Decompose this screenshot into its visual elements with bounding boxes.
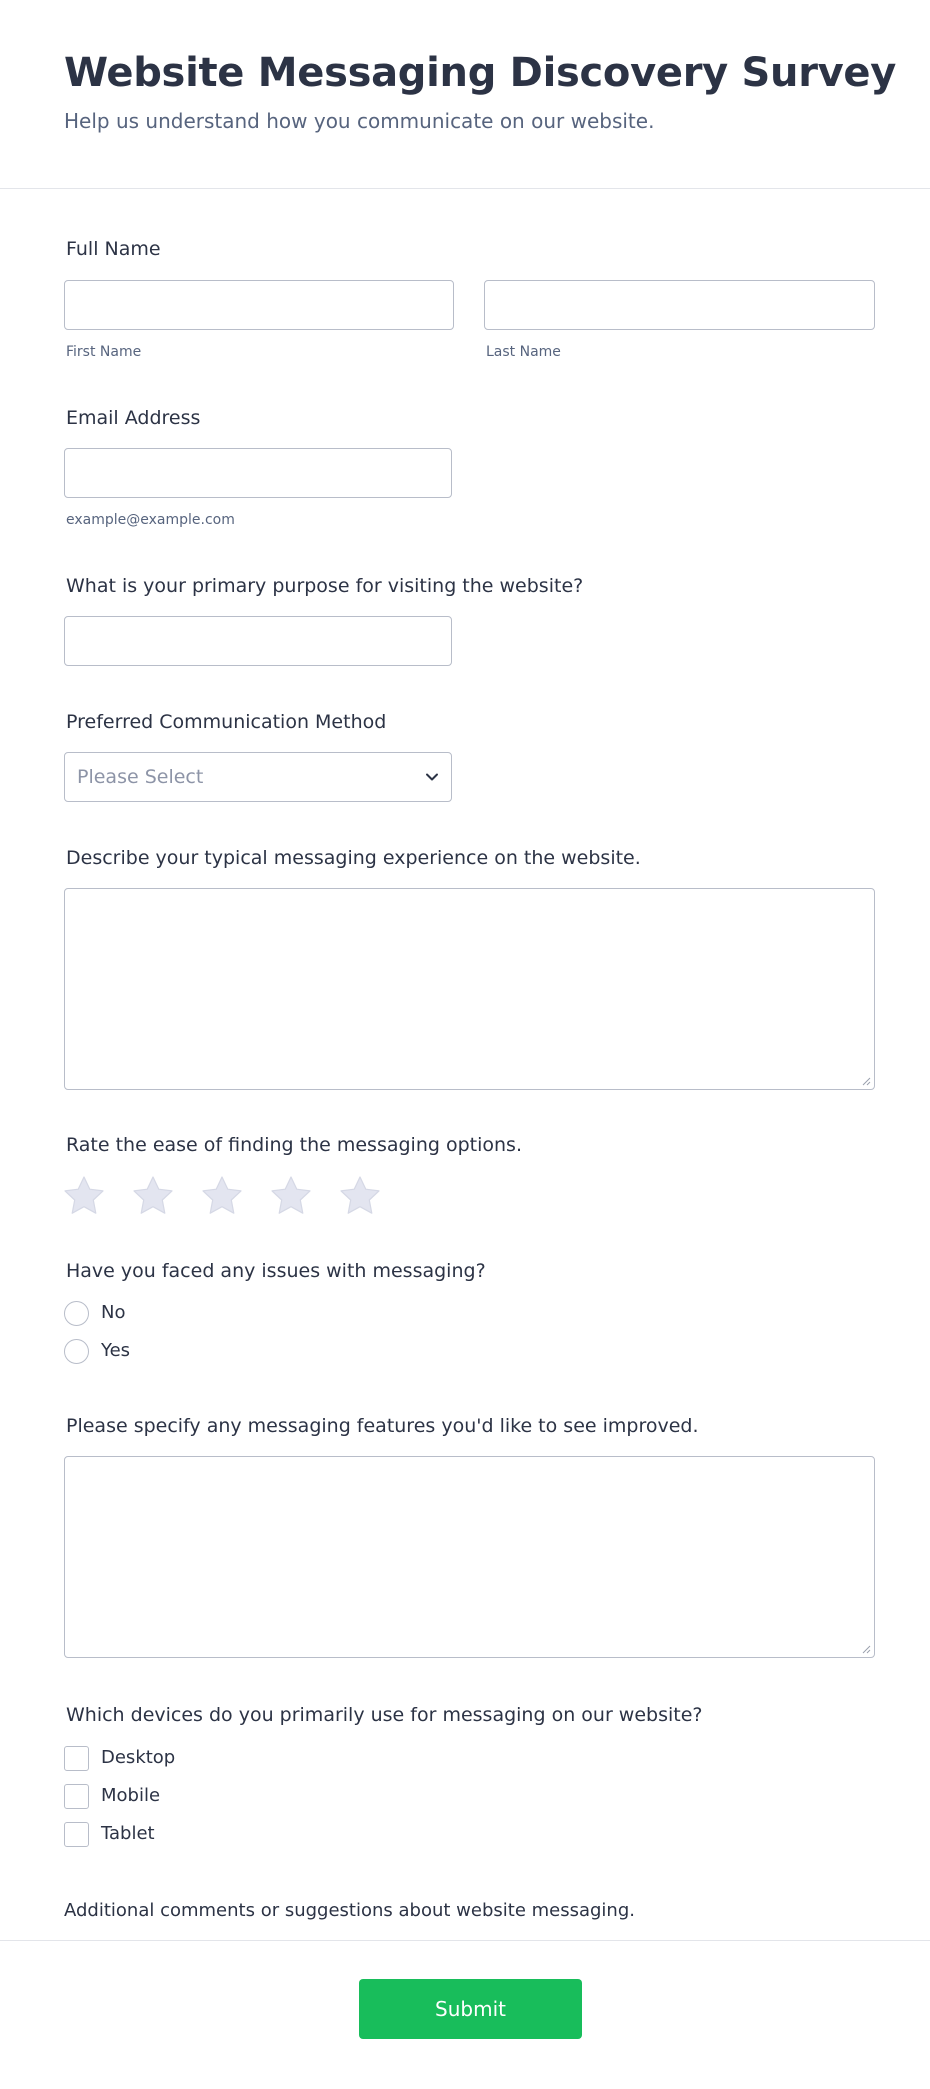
first-name-sublabel: First Name bbox=[66, 344, 142, 360]
submit-button[interactable]: Submit bbox=[359, 1979, 582, 2039]
form-subtitle: Help us understand how you communicate on our website. bbox=[64, 109, 655, 133]
chevron-down-icon bbox=[425, 770, 439, 784]
device-checkbox-desktop[interactable] bbox=[64, 1746, 89, 1771]
last-name-sublabel: Last Name bbox=[486, 344, 561, 360]
communication-label: Preferred Communication Method bbox=[66, 711, 387, 733]
features-textarea[interactable] bbox=[64, 1456, 875, 1658]
device-option-mobile-label: Mobile bbox=[101, 1785, 161, 1806]
issues-option-no-label: No bbox=[101, 1302, 126, 1323]
footer-divider bbox=[0, 1940, 930, 1941]
purpose-input[interactable] bbox=[64, 616, 452, 666]
device-option-tablet-label: Tablet bbox=[101, 1823, 155, 1844]
devices-label: Which devices do you primarily use for messaging on our website? bbox=[66, 1704, 703, 1726]
issues-label: Have you faced any issues with messaging? bbox=[66, 1260, 486, 1282]
issues-option-yes-label: Yes bbox=[101, 1340, 131, 1361]
form-title: Website Messaging Discovery Survey bbox=[64, 50, 897, 96]
star-icon[interactable] bbox=[269, 1174, 313, 1218]
purpose-label: What is your primary purpose for visiting the website? bbox=[66, 575, 584, 597]
star-icon[interactable] bbox=[338, 1174, 382, 1218]
email-input[interactable] bbox=[64, 448, 452, 498]
communication-selected-value: Please Select bbox=[77, 766, 204, 788]
form-header bbox=[0, 0, 930, 189]
issues-radio-no[interactable] bbox=[64, 1301, 89, 1326]
experience-textarea[interactable] bbox=[64, 888, 875, 1090]
experience-label: Describe your typical messaging experience on the website. bbox=[66, 847, 641, 869]
device-checkbox-mobile[interactable] bbox=[64, 1784, 89, 1809]
resize-grip-icon[interactable] bbox=[861, 1076, 871, 1086]
device-checkbox-tablet[interactable] bbox=[64, 1822, 89, 1847]
full-name-label: Full Name bbox=[66, 238, 161, 260]
star-icon[interactable] bbox=[200, 1174, 244, 1218]
rating-label: Rate the ease of finding the messaging options. bbox=[66, 1134, 522, 1156]
email-sublabel: example@example.com bbox=[66, 512, 235, 528]
star-icon[interactable] bbox=[131, 1174, 175, 1218]
first-name-input[interactable] bbox=[64, 280, 454, 330]
issues-radio-yes[interactable] bbox=[64, 1339, 89, 1364]
communication-select[interactable] bbox=[64, 752, 452, 802]
email-label: Email Address bbox=[66, 407, 201, 429]
star-icon[interactable] bbox=[62, 1174, 106, 1218]
comments-label: Additional comments or suggestions about website messaging. bbox=[64, 1900, 635, 1921]
resize-grip-icon[interactable] bbox=[861, 1644, 871, 1654]
features-label: Please specify any messaging features you'd like to see improved. bbox=[66, 1415, 699, 1437]
last-name-input[interactable] bbox=[484, 280, 875, 330]
device-option-desktop-label: Desktop bbox=[101, 1747, 176, 1768]
